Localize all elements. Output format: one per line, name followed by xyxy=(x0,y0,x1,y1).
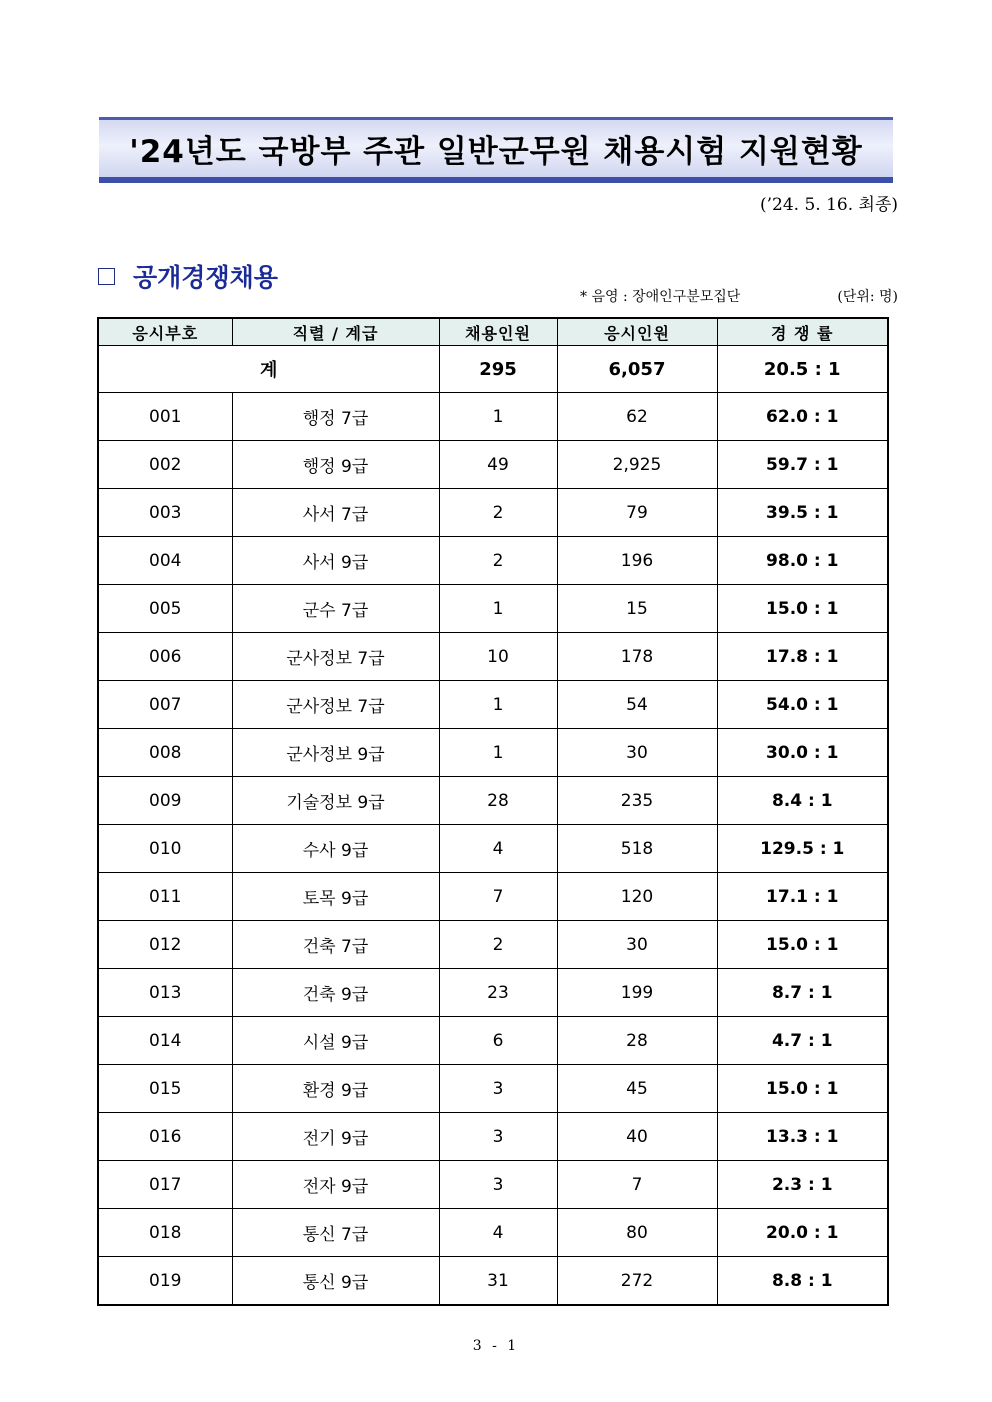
cell-code: 010 xyxy=(98,825,232,873)
cell-applicants: 80 xyxy=(557,1209,717,1257)
cell-position: 군사정보 7급 xyxy=(232,681,439,729)
cell-position: 행정 7급 xyxy=(232,393,439,441)
cell-code: 003 xyxy=(98,489,232,537)
cell-rate: 98.0 : 1 xyxy=(717,537,888,585)
cell-hires: 3 xyxy=(439,1113,557,1161)
cell-code: 008 xyxy=(98,729,232,777)
cell-hires: 7 xyxy=(439,873,557,921)
cell-hires: 49 xyxy=(439,441,557,489)
cell-code: 012 xyxy=(98,921,232,969)
cell-code: 004 xyxy=(98,537,232,585)
cell-rate: 39.5 : 1 xyxy=(717,489,888,537)
header-applicants: 응시인원 xyxy=(557,318,717,346)
table-row xyxy=(98,921,888,969)
cell-code: 019 xyxy=(98,1257,232,1306)
cell-hires: 1 xyxy=(439,681,557,729)
page-title: '24년도 국방부 주관 일반군무원 채용시험 지원현황 xyxy=(129,134,863,170)
cell-rate: 8.4 : 1 xyxy=(717,777,888,825)
header-rate: 경 쟁 률 xyxy=(717,318,888,346)
cell-hires: 1 xyxy=(439,729,557,777)
cell-position: 사서 7급 xyxy=(232,489,439,537)
cell-code: 017 xyxy=(98,1161,232,1209)
cell-rate: 30.0 : 1 xyxy=(717,729,888,777)
cell-hires: 31 xyxy=(439,1257,557,1306)
cell-rate: 13.3 : 1 xyxy=(717,1113,888,1161)
cell-hires: 1 xyxy=(439,393,557,441)
cell-hires: 6 xyxy=(439,1017,557,1065)
cell-code: 015 xyxy=(98,1065,232,1113)
cell-applicants: 178 xyxy=(557,633,717,681)
cell-position: 사서 9급 xyxy=(232,537,439,585)
cell-position: 시설 9급 xyxy=(232,1017,439,1065)
cell-position: 건축 7급 xyxy=(232,921,439,969)
cell-hires: 2 xyxy=(439,489,557,537)
cell-position: 수사 9급 xyxy=(232,825,439,873)
cell-code: 011 xyxy=(98,873,232,921)
table-row xyxy=(98,1017,888,1065)
cell-code: 009 xyxy=(98,777,232,825)
page-number: 3 - 1 xyxy=(472,1338,520,1354)
table-row xyxy=(98,825,888,873)
cell-applicants: 518 xyxy=(557,825,717,873)
cell-code: 014 xyxy=(98,1017,232,1065)
cell-applicants: 15 xyxy=(557,585,717,633)
shading-note: * 음영 : 장애인구분모집단 xyxy=(580,289,741,305)
cell-rate: 17.8 : 1 xyxy=(717,633,888,681)
total-row xyxy=(98,346,888,393)
cell-applicants: 120 xyxy=(557,873,717,921)
cell-code: 018 xyxy=(98,1209,232,1257)
cell-code: 006 xyxy=(98,633,232,681)
table-row xyxy=(98,969,888,1017)
cell-applicants: 272 xyxy=(557,1257,717,1306)
cell-position: 행정 9급 xyxy=(232,441,439,489)
section-header xyxy=(98,258,278,294)
applicant-status-table xyxy=(97,317,889,1306)
cell-position: 전자 9급 xyxy=(232,1161,439,1209)
header-code: 응시부호 xyxy=(98,318,232,346)
cell-applicants: 196 xyxy=(557,537,717,585)
cell-applicants: 30 xyxy=(557,921,717,969)
total-label: 계 xyxy=(98,346,439,393)
cell-hires: 3 xyxy=(439,1065,557,1113)
cell-position: 건축 9급 xyxy=(232,969,439,1017)
cell-rate: 15.0 : 1 xyxy=(717,921,888,969)
table-row xyxy=(98,1065,888,1113)
table-row xyxy=(98,1209,888,1257)
cell-hires: 4 xyxy=(439,1209,557,1257)
cell-rate: 129.5 : 1 xyxy=(717,825,888,873)
cell-position: 전기 9급 xyxy=(232,1113,439,1161)
cell-position: 통신 7급 xyxy=(232,1209,439,1257)
cell-applicants: 2,925 xyxy=(557,441,717,489)
header-position: 직렬 / 계급 xyxy=(232,318,439,346)
cell-rate: 8.8 : 1 xyxy=(717,1257,888,1306)
cell-code: 005 xyxy=(98,585,232,633)
table-row xyxy=(98,777,888,825)
cell-rate: 20.0 : 1 xyxy=(717,1209,888,1257)
cell-rate: 59.7 : 1 xyxy=(717,441,888,489)
cell-position: 군사정보 9급 xyxy=(232,729,439,777)
cell-applicants: 28 xyxy=(557,1017,717,1065)
cell-applicants: 7 xyxy=(557,1161,717,1209)
cell-applicants: 45 xyxy=(557,1065,717,1113)
unit-label: (단위: 명) xyxy=(837,289,898,305)
cell-rate: 17.1 : 1 xyxy=(717,873,888,921)
header-hires: 채용인원 xyxy=(439,318,557,346)
total-applicants: 6,057 xyxy=(557,346,717,393)
cell-position: 통신 9급 xyxy=(232,1257,439,1306)
cell-code: 002 xyxy=(98,441,232,489)
table-row xyxy=(98,1161,888,1209)
cell-hires: 3 xyxy=(439,1161,557,1209)
cell-hires: 23 xyxy=(439,969,557,1017)
cell-applicants: 40 xyxy=(557,1113,717,1161)
section-title: 공개경쟁채용 xyxy=(133,263,278,292)
cell-hires: 28 xyxy=(439,777,557,825)
cell-applicants: 62 xyxy=(557,393,717,441)
cell-hires: 2 xyxy=(439,921,557,969)
table-row xyxy=(98,1257,888,1306)
table-header-row xyxy=(98,318,888,346)
title-banner xyxy=(99,117,893,183)
checkbox-square-icon xyxy=(98,268,115,285)
cell-hires: 10 xyxy=(439,633,557,681)
cell-rate: 54.0 : 1 xyxy=(717,681,888,729)
cell-position: 환경 9급 xyxy=(232,1065,439,1113)
table-row xyxy=(98,537,888,585)
table-row xyxy=(98,681,888,729)
as-of-date: (’24. 5. 16. 최종) xyxy=(759,195,898,215)
cell-position: 군사정보 7급 xyxy=(232,633,439,681)
cell-applicants: 30 xyxy=(557,729,717,777)
cell-code: 013 xyxy=(98,969,232,1017)
cell-applicants: 79 xyxy=(557,489,717,537)
table-row xyxy=(98,729,888,777)
cell-hires: 2 xyxy=(439,537,557,585)
cell-rate: 15.0 : 1 xyxy=(717,1065,888,1113)
total-rate: 20.5 : 1 xyxy=(717,346,888,393)
cell-applicants: 54 xyxy=(557,681,717,729)
cell-code: 001 xyxy=(98,393,232,441)
cell-rate: 15.0 : 1 xyxy=(717,585,888,633)
table-row xyxy=(98,489,888,537)
cell-rate: 2.3 : 1 xyxy=(717,1161,888,1209)
table-row xyxy=(98,1113,888,1161)
table-row xyxy=(98,585,888,633)
cell-rate: 8.7 : 1 xyxy=(717,969,888,1017)
table-row xyxy=(98,873,888,921)
cell-position: 기술정보 9급 xyxy=(232,777,439,825)
cell-hires: 4 xyxy=(439,825,557,873)
cell-rate: 4.7 : 1 xyxy=(717,1017,888,1065)
cell-position: 군수 7급 xyxy=(232,585,439,633)
cell-applicants: 199 xyxy=(557,969,717,1017)
total-hires: 295 xyxy=(439,346,557,393)
cell-rate: 62.0 : 1 xyxy=(717,393,888,441)
table-row xyxy=(98,441,888,489)
cell-applicants: 235 xyxy=(557,777,717,825)
cell-code: 007 xyxy=(98,681,232,729)
table-row xyxy=(98,633,888,681)
cell-hires: 1 xyxy=(439,585,557,633)
cell-code: 016 xyxy=(98,1113,232,1161)
cell-position: 토목 9급 xyxy=(232,873,439,921)
table-row xyxy=(98,393,888,441)
